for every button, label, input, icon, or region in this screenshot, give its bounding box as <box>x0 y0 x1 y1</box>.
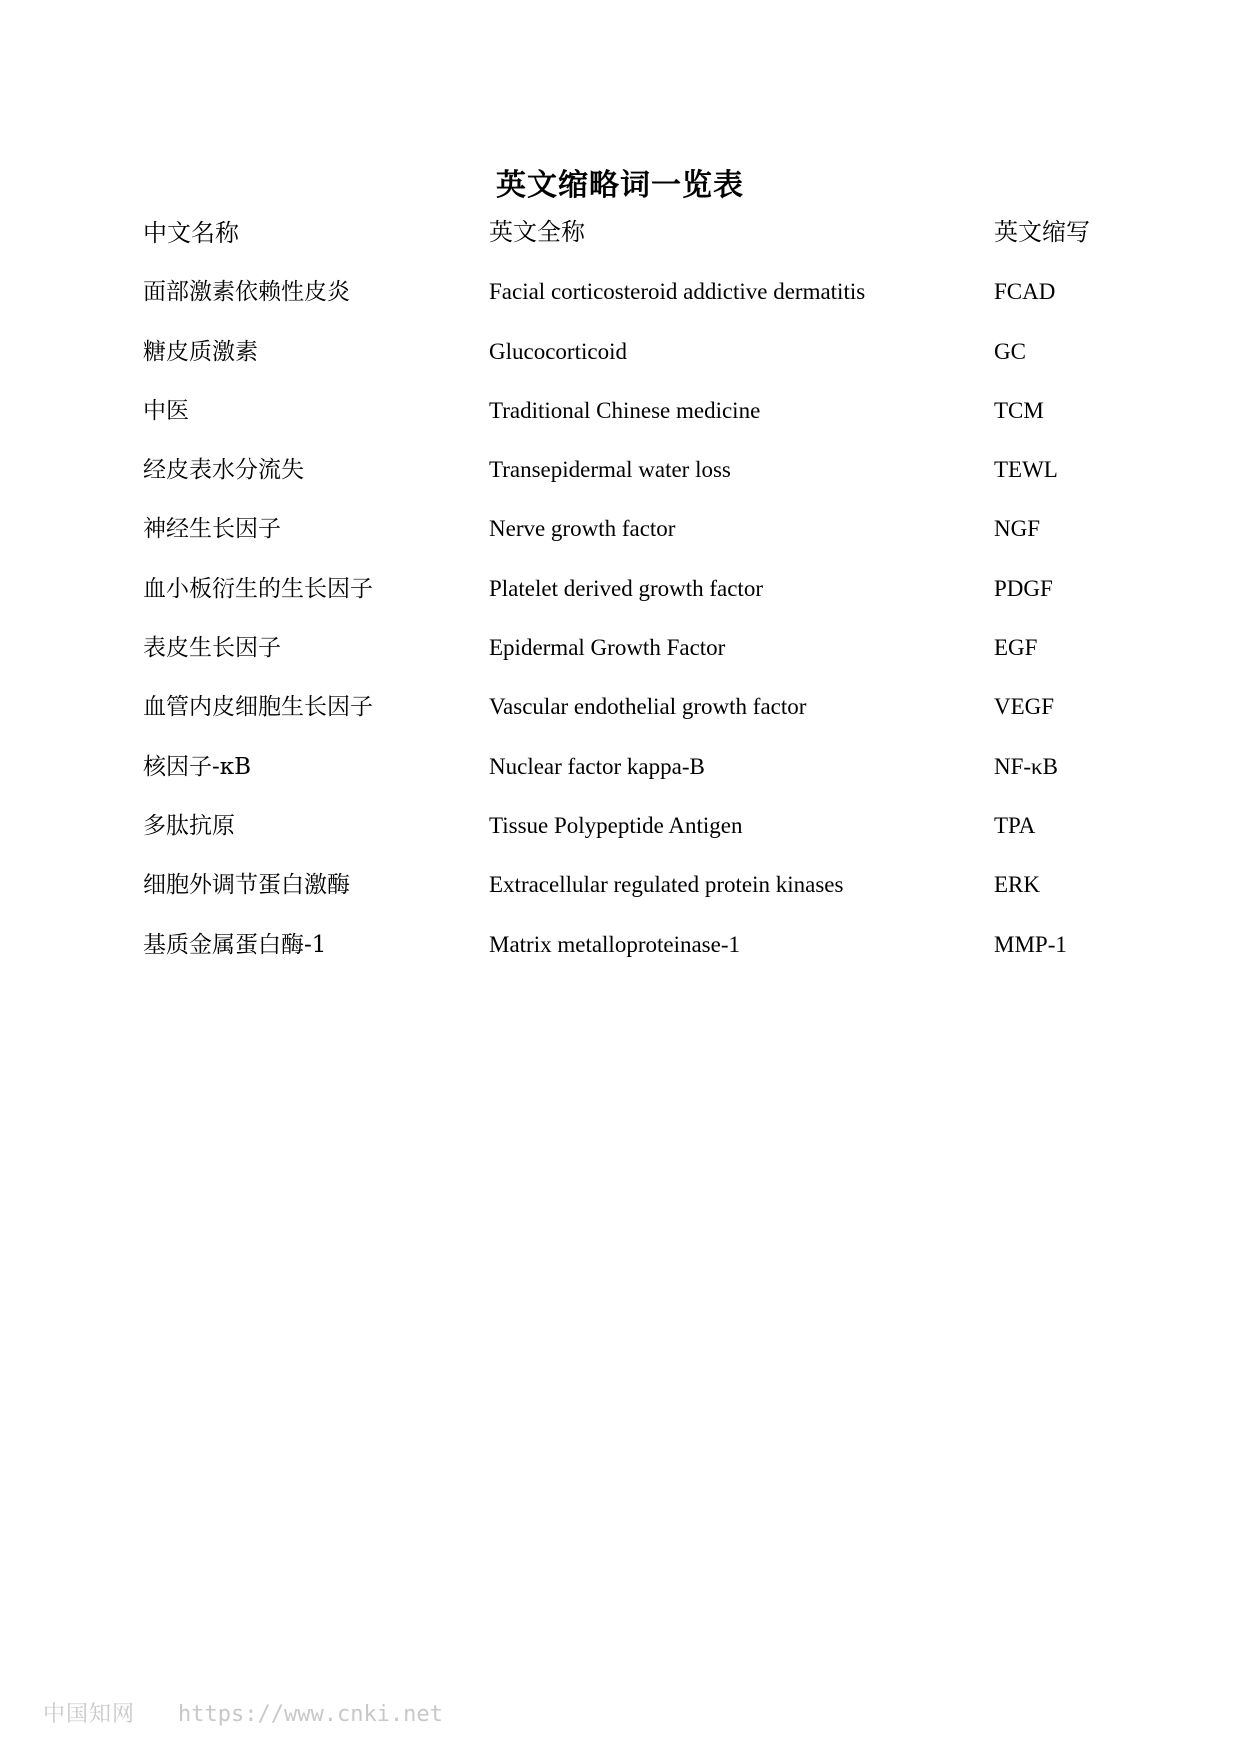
cnki-watermark <box>43 1697 443 1728</box>
chinese-name-cell: 经皮表水分流失 <box>143 457 304 484</box>
abbreviation-cell: VEGF <box>994 694 1055 720</box>
abbreviation-table <box>143 218 1123 989</box>
table-row <box>143 870 1123 929</box>
chinese-name-cell: 糖皮质激素 <box>143 338 258 365</box>
english-name-cell: Vascular endothelial growth factor <box>489 694 807 720</box>
watermark-name: 中国知网 <box>43 1702 136 1727</box>
english-name-cell: Nuclear factor kappa-B <box>489 753 705 779</box>
abbreviation-cell: TPA <box>994 812 1036 838</box>
english-name-cell: Facial corticosteroid addictive dermatitis <box>489 279 866 305</box>
abbreviation-cell: TCM <box>994 397 1044 423</box>
table-row <box>143 574 1123 633</box>
table-row <box>143 455 1123 514</box>
chinese-name-cell: 核因子-κB <box>143 753 252 780</box>
table-row <box>143 277 1123 336</box>
header-abbreviation: 英文缩写 <box>994 220 1090 246</box>
abbreviation-cell: NGF <box>994 516 1041 542</box>
chinese-name-cell: 细胞外调节蛋白激酶 <box>143 872 350 899</box>
table-row <box>143 514 1123 573</box>
header-chinese-name: 中文名称 <box>143 219 239 247</box>
english-name-cell: Platelet derived growth factor <box>489 575 763 601</box>
english-name-cell: Transepidermal water loss <box>489 457 731 483</box>
abbreviation-cell: MMP-1 <box>994 931 1067 957</box>
table-row <box>143 692 1123 751</box>
english-name-cell: Epidermal Growth Factor <box>489 635 726 661</box>
abbreviation-cell: FCAD <box>994 279 1056 305</box>
table-header-row <box>143 218 1123 277</box>
table-row <box>143 396 1123 455</box>
header-english-full-name: 英文全称 <box>489 220 585 246</box>
abbreviation-cell: TEWL <box>994 457 1058 483</box>
chinese-name-cell: 基质金属蛋白酶-1 <box>143 931 327 958</box>
english-name-cell: Extracellular regulated protein kinases <box>489 872 844 898</box>
english-name-cell: Matrix metalloproteinase-1 <box>489 931 741 957</box>
abbreviation-cell: PDGF <box>994 575 1053 601</box>
chinese-name-cell: 中医 <box>143 397 189 424</box>
english-name-cell: Glucocorticoid <box>489 338 627 364</box>
table-row <box>143 337 1123 396</box>
abbreviation-cell: ERK <box>994 872 1040 898</box>
english-name-cell: Nerve growth factor <box>489 516 676 542</box>
chinese-name-cell: 血小板衍生的生长因子 <box>143 575 373 602</box>
page-title: 英文缩略词一览表 <box>496 168 744 203</box>
abbreviation-cell: NF-κB <box>994 753 1058 779</box>
table-row <box>143 633 1123 692</box>
chinese-name-cell: 血管内皮细胞生长因子 <box>143 694 373 721</box>
table-row <box>143 811 1123 870</box>
abbreviation-cell: EGF <box>994 635 1038 661</box>
abbreviation-cell: GC <box>994 338 1026 364</box>
table-row <box>143 752 1123 811</box>
chinese-name-cell: 表皮生长因子 <box>143 635 281 662</box>
english-name-cell: Traditional Chinese medicine <box>489 397 761 423</box>
chinese-name-cell: 神经生长因子 <box>143 516 281 543</box>
watermark-url: https://www.cnki.net <box>178 1702 443 1727</box>
table-row <box>143 930 1123 989</box>
english-name-cell: Tissue Polypeptide Antigen <box>489 812 743 838</box>
chinese-name-cell: 多肽抗原 <box>143 812 235 839</box>
chinese-name-cell: 面部激素依赖性皮炎 <box>143 279 350 306</box>
